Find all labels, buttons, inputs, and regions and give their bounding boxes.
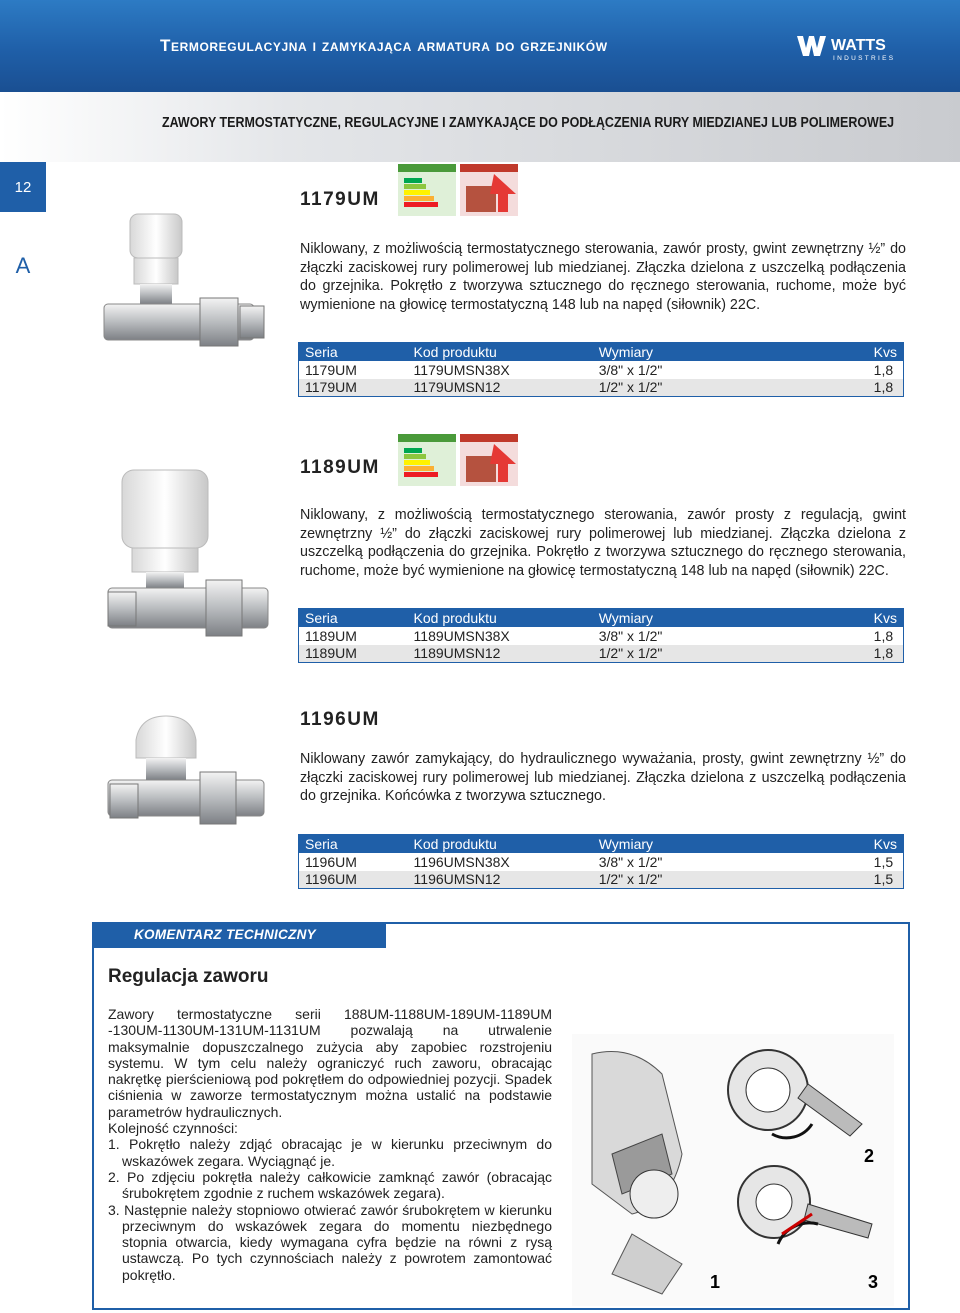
page-number-tab: 12 xyxy=(0,162,46,212)
cell-code: 1179UMSN12 xyxy=(408,379,593,397)
page-subtitle: ZAWORY TERMOSTATYCZNE, REGULACYJNE I ZAMYKAJĄCE DO PODŁĄCZENIA RURY MIEDZIANEJ LUB POLIMEROWEJ xyxy=(162,115,895,131)
col-header-kvs: Kvs xyxy=(784,343,904,361)
col-header-series: Seria xyxy=(299,343,408,361)
col-header-dimensions: Wymiary xyxy=(593,835,784,853)
product-name-1179um: 1179UM xyxy=(300,189,380,210)
cell-kvs: 1,8 xyxy=(873,627,894,644)
cell-series: 1189UM xyxy=(305,627,357,644)
watts-logo xyxy=(795,30,915,64)
table-row xyxy=(299,853,904,871)
cell-dimensions: 3/8" x 1/2" xyxy=(598,361,663,378)
cell-dimensions: 1/2" x 1/2" xyxy=(593,871,784,889)
table-header-row xyxy=(299,343,904,361)
figure-number-3: 3 xyxy=(868,1272,879,1292)
technical-title: Regulacja zaworu xyxy=(108,966,269,987)
page-title: Termoregulacyjna i zamykająca armatura do grzejników xyxy=(160,36,608,55)
cell-kvs: 1,8 xyxy=(784,379,904,397)
spec-table-1196um xyxy=(298,834,904,889)
col-header-kvs: Kvs xyxy=(784,835,904,853)
cell-code: 1189UMSN38X xyxy=(413,627,510,644)
energy-efficiency-badge xyxy=(398,164,456,216)
col-header-code: Kod produktu xyxy=(408,343,593,361)
brand-sub: INDUSTRIES xyxy=(833,55,896,62)
figure-number-1: 1 xyxy=(710,1272,721,1292)
cell-kvs: 1,5 xyxy=(784,871,904,889)
renovation-badge xyxy=(460,164,518,216)
cell-dimensions: 3/8" x 1/2" xyxy=(598,627,663,644)
table-header-row xyxy=(299,835,904,853)
col-header-dimensions: Wymiary xyxy=(593,343,784,361)
valve-1196um-image xyxy=(100,700,272,846)
product-name-1189um: 1189UM xyxy=(300,457,380,478)
col-header-series: Seria xyxy=(299,609,408,627)
renovation-badge xyxy=(460,434,518,486)
brand-name: WATTS xyxy=(831,37,886,54)
steps-label: Kolejność czynności: xyxy=(108,1120,238,1137)
product-description-1179um: Niklowany, z możliwością termostatycznego sterowania, zawór prosty, gwint zewnętrzny ½” do złączki zaciskowej rury polimerowej lub miedzianej. Złączka dzielona z uszczelką podłączenia do grzejnika. Pokrętło z tworzywa sztucznego do ręcznego sterowania, ruchome, może być wymienione na głowicę termostatyczną 148 lub na napęd (siłownik) 22C. xyxy=(300,241,906,313)
adjustment-illustration xyxy=(572,1034,894,1306)
cell-series: 1189UM xyxy=(299,645,408,663)
col-header-dimensions: Wymiary xyxy=(593,609,784,627)
cell-series: 1179UM xyxy=(299,379,408,397)
cell-dimensions: 1/2" x 1/2" xyxy=(593,379,784,397)
table-header-row xyxy=(299,609,904,627)
step-2: 2. Po zdjęciu pokrętła należy całkowicie zamknąć zawór (obracając śrubokrętem zgodnie z ruchem wskazówek zegara). xyxy=(108,1168,552,1202)
cell-dimensions: 3/8" x 1/2" xyxy=(598,853,663,870)
cell-series: 1196UM xyxy=(305,853,357,870)
valve-1179um-image xyxy=(100,200,272,366)
cell-dimensions: 1/2" x 1/2" xyxy=(593,645,784,663)
col-header-code: Kod produktu xyxy=(408,609,593,627)
product-description-1189um: Niklowany, z możliwością termostatycznego sterowania, zawór prosty z regulacją, gwint zewnętrzny ½” do złączki zaciskowej rury polimerowej lub miedzianej. Złączka dzielona z uszczelką podłączenia do grzejnika. Pokrętło z tworzywa sztucznego do ręcznego sterowania, ruchome, może być wymienione na głowicę termostatyczną 148 lub na napęd (siłownik) 22C. xyxy=(300,507,906,579)
table-row xyxy=(299,627,904,645)
cell-code: 1196UMSN38X xyxy=(413,853,510,870)
cell-code: 1189UMSN12 xyxy=(408,645,593,663)
technical-comment-header: KOMENTARZ TECHNICZNY xyxy=(92,922,386,948)
col-header-series: Seria xyxy=(299,835,408,853)
table-row xyxy=(299,871,904,889)
technical-intro: Zawory termostatyczne serii 188UM-1188UM-189UM-1189UM -130UM-1130UM-131UM-1131UM pozwalają na utrwalenie maksymalnie dopuszczalnego zużycia aby zapobiec rozstrojeniu systemu. W tym celu należy ograniczyć ruch zaworu, obracając nakrętkę pierścieniową pod pokrętłem do odpowiedniej pozycji. Spadek ciśnienia w zaworze termostatycznym można ustalić na podstawie parametrów hydraulicznych. xyxy=(108,1006,552,1120)
table-row xyxy=(299,645,904,663)
technical-text xyxy=(108,1006,552,1283)
cell-code: 1179UMSN38X xyxy=(413,361,510,378)
cell-series: 1196UM xyxy=(299,871,408,889)
cell-kvs: 1,5 xyxy=(873,853,894,870)
cell-code: 1196UMSN12 xyxy=(408,871,593,889)
col-header-kvs: Kvs xyxy=(784,609,904,627)
energy-efficiency-badge xyxy=(398,434,456,486)
spec-table-1189um xyxy=(298,608,904,663)
step-3: 3. Następnie należy stopniowo otwierać zawór śrubokrętem w kierunku przeciwnym do wskazówek zegara do momentu niezbędnego stopnia otwarcia, kiedy wymagana cyfra będzie na równi z rysą ustawczą. Po tych czynnościach należy z powrotem zamontować pokrętło. xyxy=(108,1201,552,1283)
valve-1189um-image xyxy=(102,456,274,646)
section-letter-tab: A xyxy=(0,212,46,320)
cell-kvs: 1,8 xyxy=(873,361,894,378)
table-row xyxy=(299,361,904,379)
cell-kvs: 1,8 xyxy=(784,645,904,663)
product-description-1196um: Niklowany zawór zamykający, do hydraulicznego wyważania, prosty, gwint zewnętrzny ½” do złączki zaciskowej rury polimerowej lub miedzianej. Złączka dzielona z uszczelką podłączenia do grzejnika. Końcówka z tworzywa sztucznego. xyxy=(300,751,906,804)
product-name-1196um: 1196UM xyxy=(300,709,380,730)
figure-number-2: 2 xyxy=(864,1146,875,1166)
cell-series: 1179UM xyxy=(305,361,357,378)
spec-table-1179um xyxy=(298,342,904,397)
table-row xyxy=(299,379,904,397)
col-header-code: Kod produktu xyxy=(408,835,593,853)
step-1: 1. Pokrętło należy zdjąć obracając je w kierunku przeciwnym do wskazówek zegara. Wyciągnąć je. xyxy=(108,1136,552,1169)
